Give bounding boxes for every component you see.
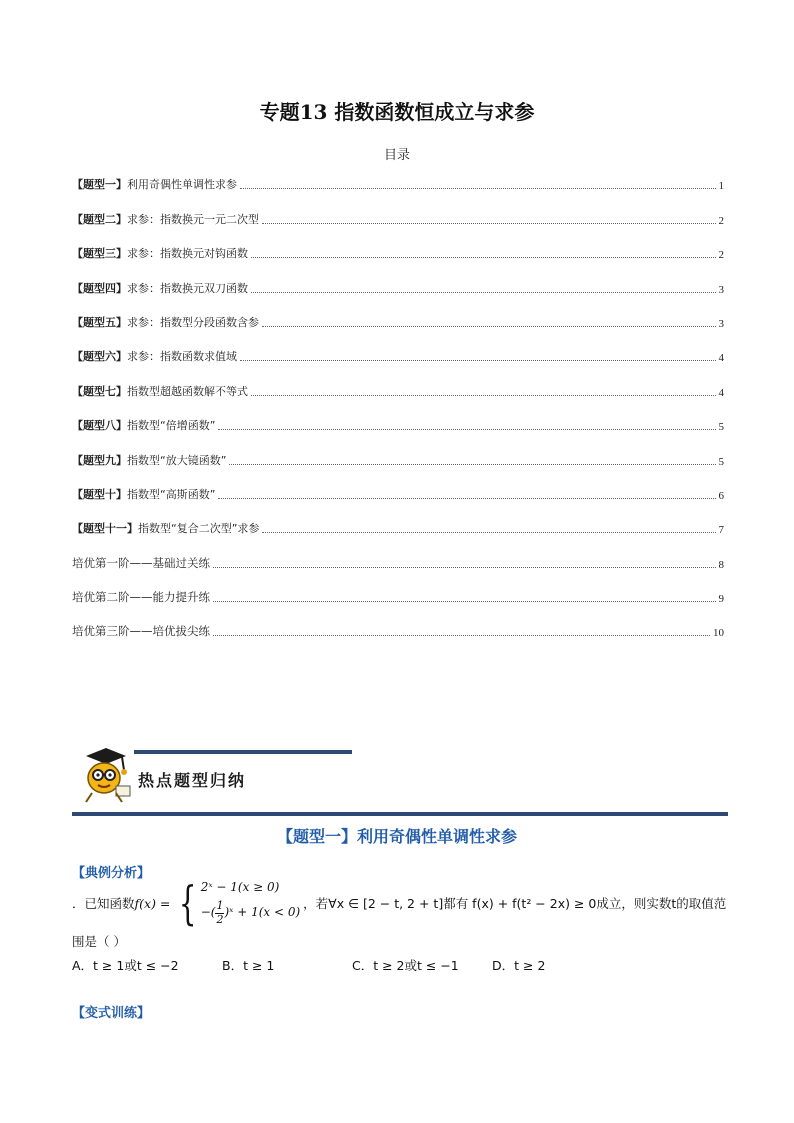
toc-entry[interactable] — [72, 605, 724, 639]
document-title: 专题13 指数函数恒成立与求参 — [259, 100, 535, 124]
toc-heading: 目录 — [383, 148, 410, 163]
toc-page-number: 1 — [718, 180, 724, 193]
banner-title: 热点题型归纳 — [138, 771, 247, 790]
problem-statement — [72, 876, 732, 930]
banner-top-rule — [134, 750, 352, 754]
hot-topics-banner — [72, 742, 728, 822]
toc-entry-text: 指数型“复合二次型”求参 — [138, 522, 260, 536]
toc-entry-text: 培优第三阶——培优拔尖练 — [72, 624, 210, 639]
toc-entry-text: 求参：指数换元一元二次型 — [127, 212, 259, 226]
toc-entry-label: 【题型十】 — [72, 487, 127, 501]
toc-entry[interactable] — [72, 536, 724, 570]
toc-leader — [262, 532, 715, 533]
toc-entry-text: 培优第一阶——基础过关练 — [72, 555, 210, 570]
toc-entry-label: 【题型六】 — [72, 350, 127, 364]
toc-entry[interactable] — [72, 192, 724, 226]
toc-entry-text: 指数型“高斯函数” — [127, 487, 216, 501]
toc-entry-label: 【题型四】 — [72, 281, 127, 295]
toc-leader — [213, 567, 716, 568]
toc-entry-label: 【题型七】 — [72, 384, 127, 398]
case-negative: −( $\frac{1}{2}$ )ˣ + 1(x < 0) — [200, 899, 301, 926]
toc-page-number: 8 — [718, 558, 724, 571]
toc-entry[interactable] — [72, 571, 724, 605]
toc-entry-text: 指数型“倍增函数” — [127, 419, 216, 433]
brace-icon: { — [179, 876, 197, 930]
toc-page-number: 4 — [718, 352, 724, 365]
variant-training-tag: 【变式训练】 — [72, 1006, 151, 1021]
toc-page-number: 3 — [718, 317, 724, 330]
half-fraction: $\frac{1}{2}$ — [216, 899, 224, 926]
toc-leader — [251, 395, 716, 396]
piecewise-function — [173, 876, 301, 930]
toc-page-number: 6 — [718, 489, 724, 502]
section-title: 【题型一】利用奇偶性单调性求参 — [276, 827, 517, 846]
toc-entry-label: 【题型五】 — [72, 315, 127, 329]
toc-entry[interactable] — [72, 433, 724, 467]
toc-entry-text: 指数型“放大镜函数” — [127, 453, 227, 467]
toc-leader — [213, 601, 716, 602]
problem-prefix: ．已知函数 — [72, 896, 135, 911]
mascot-icon — [72, 742, 136, 806]
toc-page-number: 10 — [713, 627, 724, 640]
toc-entry-label: 【题型八】 — [72, 419, 127, 433]
banner-bottom-rule — [72, 812, 728, 816]
toc-page-number: 7 — [718, 524, 724, 537]
toc-entry-text: 利用奇偶性单调性求参 — [127, 178, 237, 192]
toc-entry[interactable] — [72, 468, 724, 502]
toc-leader — [262, 223, 716, 224]
toc-entry[interactable] — [72, 364, 724, 398]
toc-page-number: 2 — [718, 214, 724, 227]
toc-leader — [240, 360, 716, 361]
example-analysis-tag: 【典例分析】 — [72, 866, 151, 881]
toc-entry[interactable] — [72, 330, 724, 364]
answer-choices — [72, 956, 732, 974]
toc-page-number: 5 — [718, 455, 724, 468]
toc-entry[interactable] — [72, 261, 724, 295]
toc-leader — [240, 188, 716, 189]
toc-entry-text: 求参：指数型分段函数含参 — [127, 315, 259, 329]
toc-leader — [229, 464, 715, 465]
toc-entry-text: 求参：指数换元双刀函数 — [127, 281, 248, 295]
toc-page-number: 4 — [718, 386, 724, 399]
toc-leader — [262, 326, 716, 327]
toc-entry[interactable] — [72, 502, 724, 536]
case-nonnegative: 2ˣ − 1(x ≥ 0) — [200, 880, 280, 895]
toc-entry[interactable] — [72, 227, 724, 261]
toc-entry[interactable] — [72, 158, 724, 192]
choice-c[interactable]: C．t ≥ 2或t ≤ −1 — [352, 958, 459, 973]
toc-page-number: 3 — [718, 283, 724, 296]
table-of-contents — [72, 158, 724, 639]
example-problem — [72, 876, 732, 974]
toc-entry[interactable] — [72, 399, 724, 433]
toc-entry-text: 求参：指数函数求值域 — [127, 350, 237, 364]
problem-condition: ，若∀x ∈ [2 − t, 2 + t]都有 f(x) + f(t² − 2x) ≥ 0成立，则实数t的取值范 — [303, 896, 727, 911]
toc-leader — [213, 635, 710, 636]
toc-page-number: 2 — [718, 249, 724, 262]
toc-leader — [218, 429, 715, 430]
choice-d[interactable]: D．t ≥ 2 — [492, 958, 546, 973]
toc-entry-text: 求参：指数换元对钩函数 — [127, 247, 248, 261]
function-name: f(x) = — [134, 895, 171, 911]
toc-entry-label: 【题型九】 — [72, 453, 127, 467]
toc-entry-label: 【题型一】 — [72, 178, 127, 192]
toc-entry-label: 【题型三】 — [72, 247, 127, 261]
toc-entry-text: 培优第二阶——能力提升练 — [72, 590, 210, 605]
toc-leader — [218, 498, 715, 499]
toc-leader — [251, 257, 716, 258]
toc-entry-text: 指数型超越函数解不等式 — [127, 384, 248, 398]
toc-page-number: 9 — [718, 593, 724, 606]
choice-b[interactable]: B．t ≥ 1 — [222, 958, 275, 973]
toc-entry-label: 【题型十一】 — [72, 522, 138, 536]
toc-entry[interactable] — [72, 296, 724, 330]
choice-a[interactable]: A．t ≥ 1或t ≤ −2 — [72, 958, 179, 973]
problem-continuation: 围是（ ） — [72, 934, 126, 949]
toc-leader — [251, 292, 716, 293]
toc-entry-label: 【题型二】 — [72, 212, 127, 226]
toc-page-number: 5 — [718, 421, 724, 434]
